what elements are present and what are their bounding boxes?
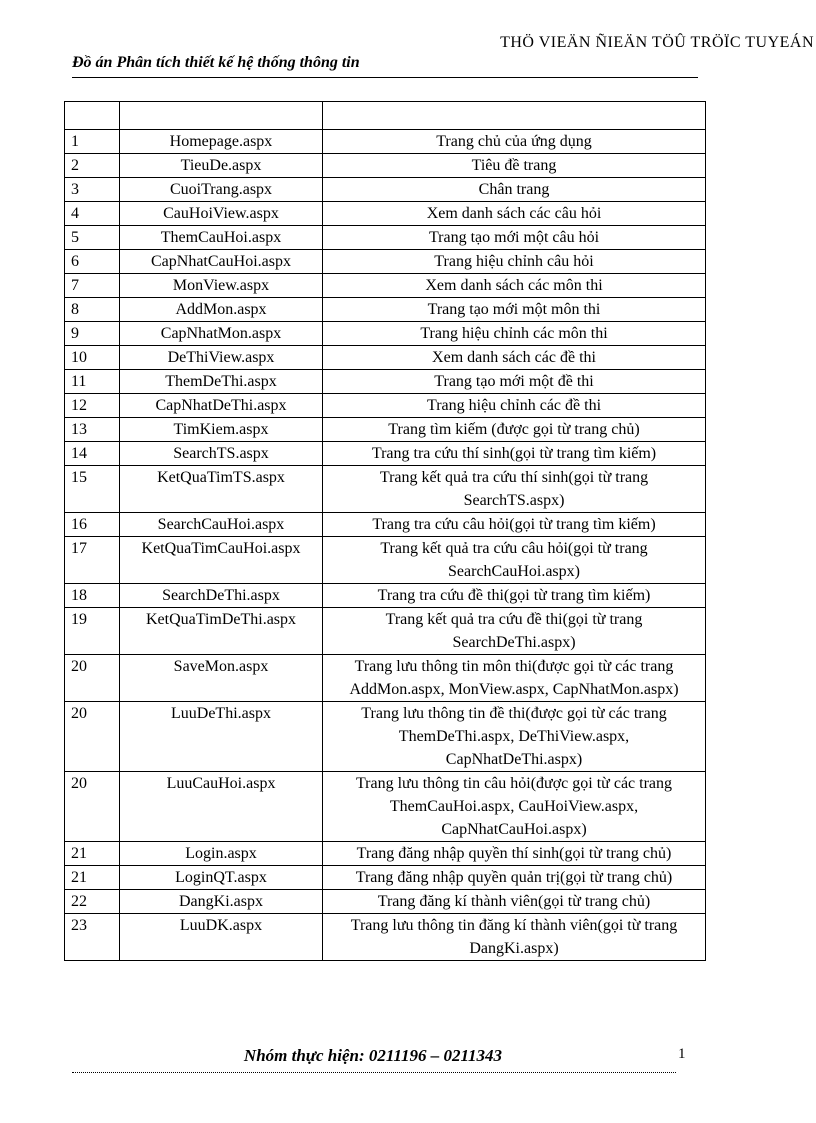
table-row bbox=[65, 226, 706, 250]
row-number: 22 bbox=[65, 890, 120, 914]
table-header-row bbox=[65, 102, 706, 130]
table-row bbox=[65, 655, 706, 702]
row-description: Trang kết quả tra cứu câu hỏi(gọi từ trang SearchCauHoi.aspx) bbox=[323, 537, 706, 584]
row-file-name: DeThiView.aspx bbox=[120, 346, 323, 370]
row-description: Trang chủ của ứng dụng bbox=[323, 130, 706, 154]
row-number: 17 bbox=[65, 537, 120, 584]
row-number: 20 bbox=[65, 772, 120, 842]
row-number: 12 bbox=[65, 394, 120, 418]
row-file-name: CuoiTrang.aspx bbox=[120, 178, 323, 202]
table-row bbox=[65, 202, 706, 226]
row-number: 20 bbox=[65, 655, 120, 702]
table-row bbox=[65, 584, 706, 608]
row-description: Trang kết quả tra cứu đề thi(gọi từ trang SearchDeThi.aspx) bbox=[323, 608, 706, 655]
row-description: Trang tìm kiếm (được gọi từ trang chủ) bbox=[323, 418, 706, 442]
row-description: Trang đăng kí thành viên(gọi từ trang chủ) bbox=[323, 890, 706, 914]
row-file-name: CapNhatCauHoi.aspx bbox=[120, 250, 323, 274]
row-number: 3 bbox=[65, 178, 120, 202]
table-row bbox=[65, 842, 706, 866]
row-file-name: DangKi.aspx bbox=[120, 890, 323, 914]
row-file-name: SaveMon.aspx bbox=[120, 655, 323, 702]
site-watermark: THÖ VIEÄN ÑIEÄN TÖÛ TRÖÏC TUYEÁN bbox=[500, 34, 814, 51]
table-row bbox=[65, 178, 706, 202]
row-description: Trang đăng nhập quyền quản trị(gọi từ trang chủ) bbox=[323, 866, 706, 890]
row-file-name: CapNhatDeThi.aspx bbox=[120, 394, 323, 418]
table-row bbox=[65, 702, 706, 772]
row-file-name: Login.aspx bbox=[120, 842, 323, 866]
row-description: Tiêu đề trang bbox=[323, 154, 706, 178]
page-list-table bbox=[64, 101, 706, 961]
table-row bbox=[65, 442, 706, 466]
table-row bbox=[65, 513, 706, 537]
table-row bbox=[65, 418, 706, 442]
table-row bbox=[65, 466, 706, 513]
document-title: Đồ án Phân tích thiết kế hệ thống thông tin bbox=[72, 54, 360, 71]
row-file-name: LuuCauHoi.aspx bbox=[120, 772, 323, 842]
row-description: Trang lưu thông tin môn thi(được gọi từ các trang AddMon.aspx, MonView.aspx, CapNhatMon.aspx) bbox=[323, 655, 706, 702]
page-number: 1 bbox=[678, 1046, 686, 1062]
row-file-name: ThemCauHoi.aspx bbox=[120, 226, 323, 250]
row-description: Trang hiệu chỉnh các đề thi bbox=[323, 394, 706, 418]
row-number: 19 bbox=[65, 608, 120, 655]
row-file-name: LuuDeThi.aspx bbox=[120, 702, 323, 772]
row-number: 11 bbox=[65, 370, 120, 394]
table-row bbox=[65, 890, 706, 914]
row-description: Xem danh sách các đề thi bbox=[323, 346, 706, 370]
row-file-name: LoginQT.aspx bbox=[120, 866, 323, 890]
row-file-name: AddMon.aspx bbox=[120, 298, 323, 322]
row-file-name: LuuDK.aspx bbox=[120, 914, 323, 961]
row-file-name: Homepage.aspx bbox=[120, 130, 323, 154]
row-description: Trang kết quả tra cứu thí sinh(gọi từ trang SearchTS.aspx) bbox=[323, 466, 706, 513]
table-row bbox=[65, 914, 706, 961]
table-row bbox=[65, 370, 706, 394]
row-number: 21 bbox=[65, 866, 120, 890]
row-number: 21 bbox=[65, 842, 120, 866]
row-number: 16 bbox=[65, 513, 120, 537]
row-number: 20 bbox=[65, 702, 120, 772]
table-row bbox=[65, 250, 706, 274]
table-row bbox=[65, 866, 706, 890]
row-description: Trang tạo mới một đề thi bbox=[323, 370, 706, 394]
row-number: 23 bbox=[65, 914, 120, 961]
row-file-name: SearchCauHoi.aspx bbox=[120, 513, 323, 537]
footer-group-members: Nhóm thực hiện: 0211196 – 0211343 bbox=[243, 1046, 503, 1065]
table-row bbox=[65, 154, 706, 178]
header-divider bbox=[72, 77, 698, 78]
row-description: Trang hiệu chỉnh các môn thi bbox=[323, 322, 706, 346]
row-number: 9 bbox=[65, 322, 120, 346]
table-row bbox=[65, 394, 706, 418]
row-file-name: CauHoiView.aspx bbox=[120, 202, 323, 226]
column-header-number bbox=[65, 102, 120, 130]
row-file-name: TieuDe.aspx bbox=[120, 154, 323, 178]
row-description: Xem danh sách các câu hỏi bbox=[323, 202, 706, 226]
row-file-name: KetQuaTimDeThi.aspx bbox=[120, 608, 323, 655]
row-number: 7 bbox=[65, 274, 120, 298]
row-description: Trang tạo mới một môn thi bbox=[323, 298, 706, 322]
table-row bbox=[65, 130, 706, 154]
table-row bbox=[65, 274, 706, 298]
table-row bbox=[65, 537, 706, 584]
row-file-name: TimKiem.aspx bbox=[120, 418, 323, 442]
table-row bbox=[65, 772, 706, 842]
table-row bbox=[65, 298, 706, 322]
row-number: 15 bbox=[65, 466, 120, 513]
row-description: Xem danh sách các môn thi bbox=[323, 274, 706, 298]
row-number: 2 bbox=[65, 154, 120, 178]
row-description: Trang tra cứu thí sinh(gọi từ trang tìm kiếm) bbox=[323, 442, 706, 466]
row-description: Trang tạo mới một câu hỏi bbox=[323, 226, 706, 250]
row-number: 8 bbox=[65, 298, 120, 322]
row-description: Trang đăng nhập quyền thí sinh(gọi từ trang chủ) bbox=[323, 842, 706, 866]
row-number: 1 bbox=[65, 130, 120, 154]
row-description: Trang lưu thông tin đề thi(được gọi từ các trang ThemDeThi.aspx, DeThiView.aspx, CapNhatDeThi.aspx) bbox=[323, 702, 706, 772]
row-file-name: CapNhatMon.aspx bbox=[120, 322, 323, 346]
row-description: Trang lưu thông tin câu hỏi(được gọi từ các trang ThemCauHoi.aspx, CauHoiView.aspx, CapNhatCauHoi.aspx) bbox=[323, 772, 706, 842]
table-row bbox=[65, 322, 706, 346]
footer-divider bbox=[72, 1072, 676, 1073]
row-description: Trang tra cứu đề thi(gọi từ trang tìm kiếm) bbox=[323, 584, 706, 608]
row-number: 13 bbox=[65, 418, 120, 442]
row-file-name: KetQuaTimTS.aspx bbox=[120, 466, 323, 513]
row-file-name: KetQuaTimCauHoi.aspx bbox=[120, 537, 323, 584]
row-file-name: SearchTS.aspx bbox=[120, 442, 323, 466]
table-row bbox=[65, 346, 706, 370]
table-row bbox=[65, 608, 706, 655]
row-number: 18 bbox=[65, 584, 120, 608]
row-file-name: SearchDeThi.aspx bbox=[120, 584, 323, 608]
column-header-file bbox=[120, 102, 323, 130]
row-number: 6 bbox=[65, 250, 120, 274]
row-number: 4 bbox=[65, 202, 120, 226]
row-file-name: ThemDeThi.aspx bbox=[120, 370, 323, 394]
row-number: 10 bbox=[65, 346, 120, 370]
row-description: Trang tra cứu câu hỏi(gọi từ trang tìm kiếm) bbox=[323, 513, 706, 537]
row-description: Trang hiệu chỉnh câu hỏi bbox=[323, 250, 706, 274]
row-number: 14 bbox=[65, 442, 120, 466]
row-description: Chân trang bbox=[323, 178, 706, 202]
row-number: 5 bbox=[65, 226, 120, 250]
row-file-name: MonView.aspx bbox=[120, 274, 323, 298]
column-header-description bbox=[323, 102, 706, 130]
row-description: Trang lưu thông tin đăng kí thành viên(gọi từ trang DangKi.aspx) bbox=[323, 914, 706, 961]
